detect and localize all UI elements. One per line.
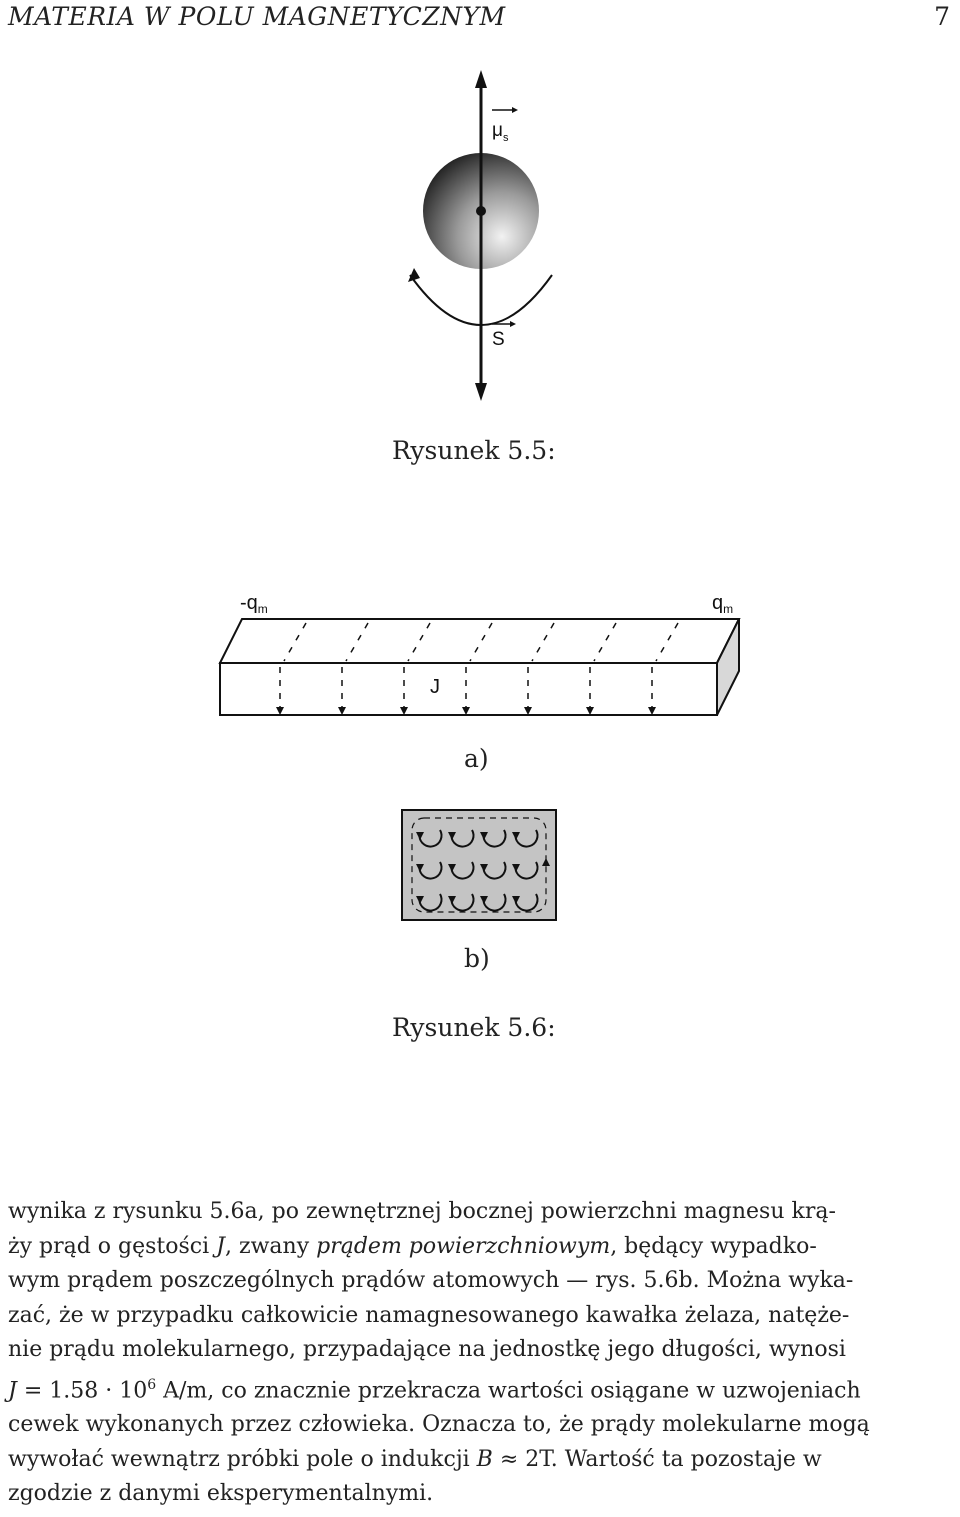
mu-s-subscript: s xyxy=(502,132,509,144)
body-line: wynika z rysunku 5.6a, po zewnętrznej bocznej powierzchni magnesu krą- xyxy=(8,1199,836,1224)
var-B: B xyxy=(476,1446,493,1472)
body-line: nie prądu molekularnego, przypadające na jednostkę jego długości, wynosi xyxy=(8,1337,846,1362)
bar-top-face xyxy=(220,619,739,663)
body-line: cewek wykonanych przez człowieka. Oznacza to, że prądy molekularne mogą xyxy=(8,1412,870,1438)
figure-5-5-sphere-diagram xyxy=(380,70,580,410)
neg-charge-subscript: m xyxy=(257,602,268,616)
current-density-label: J xyxy=(430,676,440,698)
figure-5-6-label-b: b) xyxy=(464,944,490,973)
svg-text:-qm xyxy=(240,592,268,616)
body-line: ży prąd o gęstości J, zwany prądem powierzchniowym, będący wypadko- xyxy=(8,1233,817,1259)
neg-charge-label: -q xyxy=(240,592,258,614)
axis-arrowhead-bottom xyxy=(475,383,487,401)
figure-5-6-label-a: a) xyxy=(464,744,489,773)
body-line: wywołać wewnątrz próbki pole o indukcji B ≈ 2T. Wartość ta pozostaje w xyxy=(8,1446,822,1472)
figure-5-6a-bar-diagram xyxy=(218,585,748,725)
figure-5-5-caption: Rysunek 5.5: xyxy=(392,436,556,465)
figure-5-6b-cross-section xyxy=(400,808,560,924)
body-line: zać, że w przypadku całkowicie namagnesowanego kawałka żelaza, natęże- xyxy=(8,1302,850,1328)
cross-section-rect xyxy=(402,810,556,920)
var-J: J xyxy=(8,1377,17,1403)
mu-s-label: μ xyxy=(492,120,503,141)
body-line: wym prądem poszczególnych prądów atomowych — rys. 5.6b. Można wyka- xyxy=(8,1268,854,1293)
s-label: S xyxy=(492,329,505,350)
running-head-title: MATERIA W POLU MAGNETYCZNYM xyxy=(8,2,506,31)
figure-5-6-caption: Rysunek 5.6: xyxy=(392,1013,556,1042)
body-paragraph xyxy=(8,1195,954,1512)
svg-text:μs xyxy=(492,120,509,144)
emphasis-term: prądem powierzchniowym xyxy=(316,1233,611,1259)
exponent: 6 xyxy=(147,1376,157,1393)
rotation-arrowhead xyxy=(408,268,420,282)
body-line: $J = 1.58 \cdot 10^6$ A/m, co znacznie przekracza wartości osiągane w uzwojeniach xyxy=(8,1376,861,1403)
var-J: J xyxy=(216,1233,225,1259)
sphere-center-dot xyxy=(476,206,486,216)
body-line: zgodzie z danymi eksperymentalnymi. xyxy=(8,1481,434,1507)
pos-charge-label: q xyxy=(712,592,724,614)
svg-text:qm xyxy=(712,592,733,616)
pos-charge-subscript: m xyxy=(723,602,734,616)
page-number: 7 xyxy=(934,2,950,31)
axis-arrowhead-top xyxy=(475,70,487,88)
